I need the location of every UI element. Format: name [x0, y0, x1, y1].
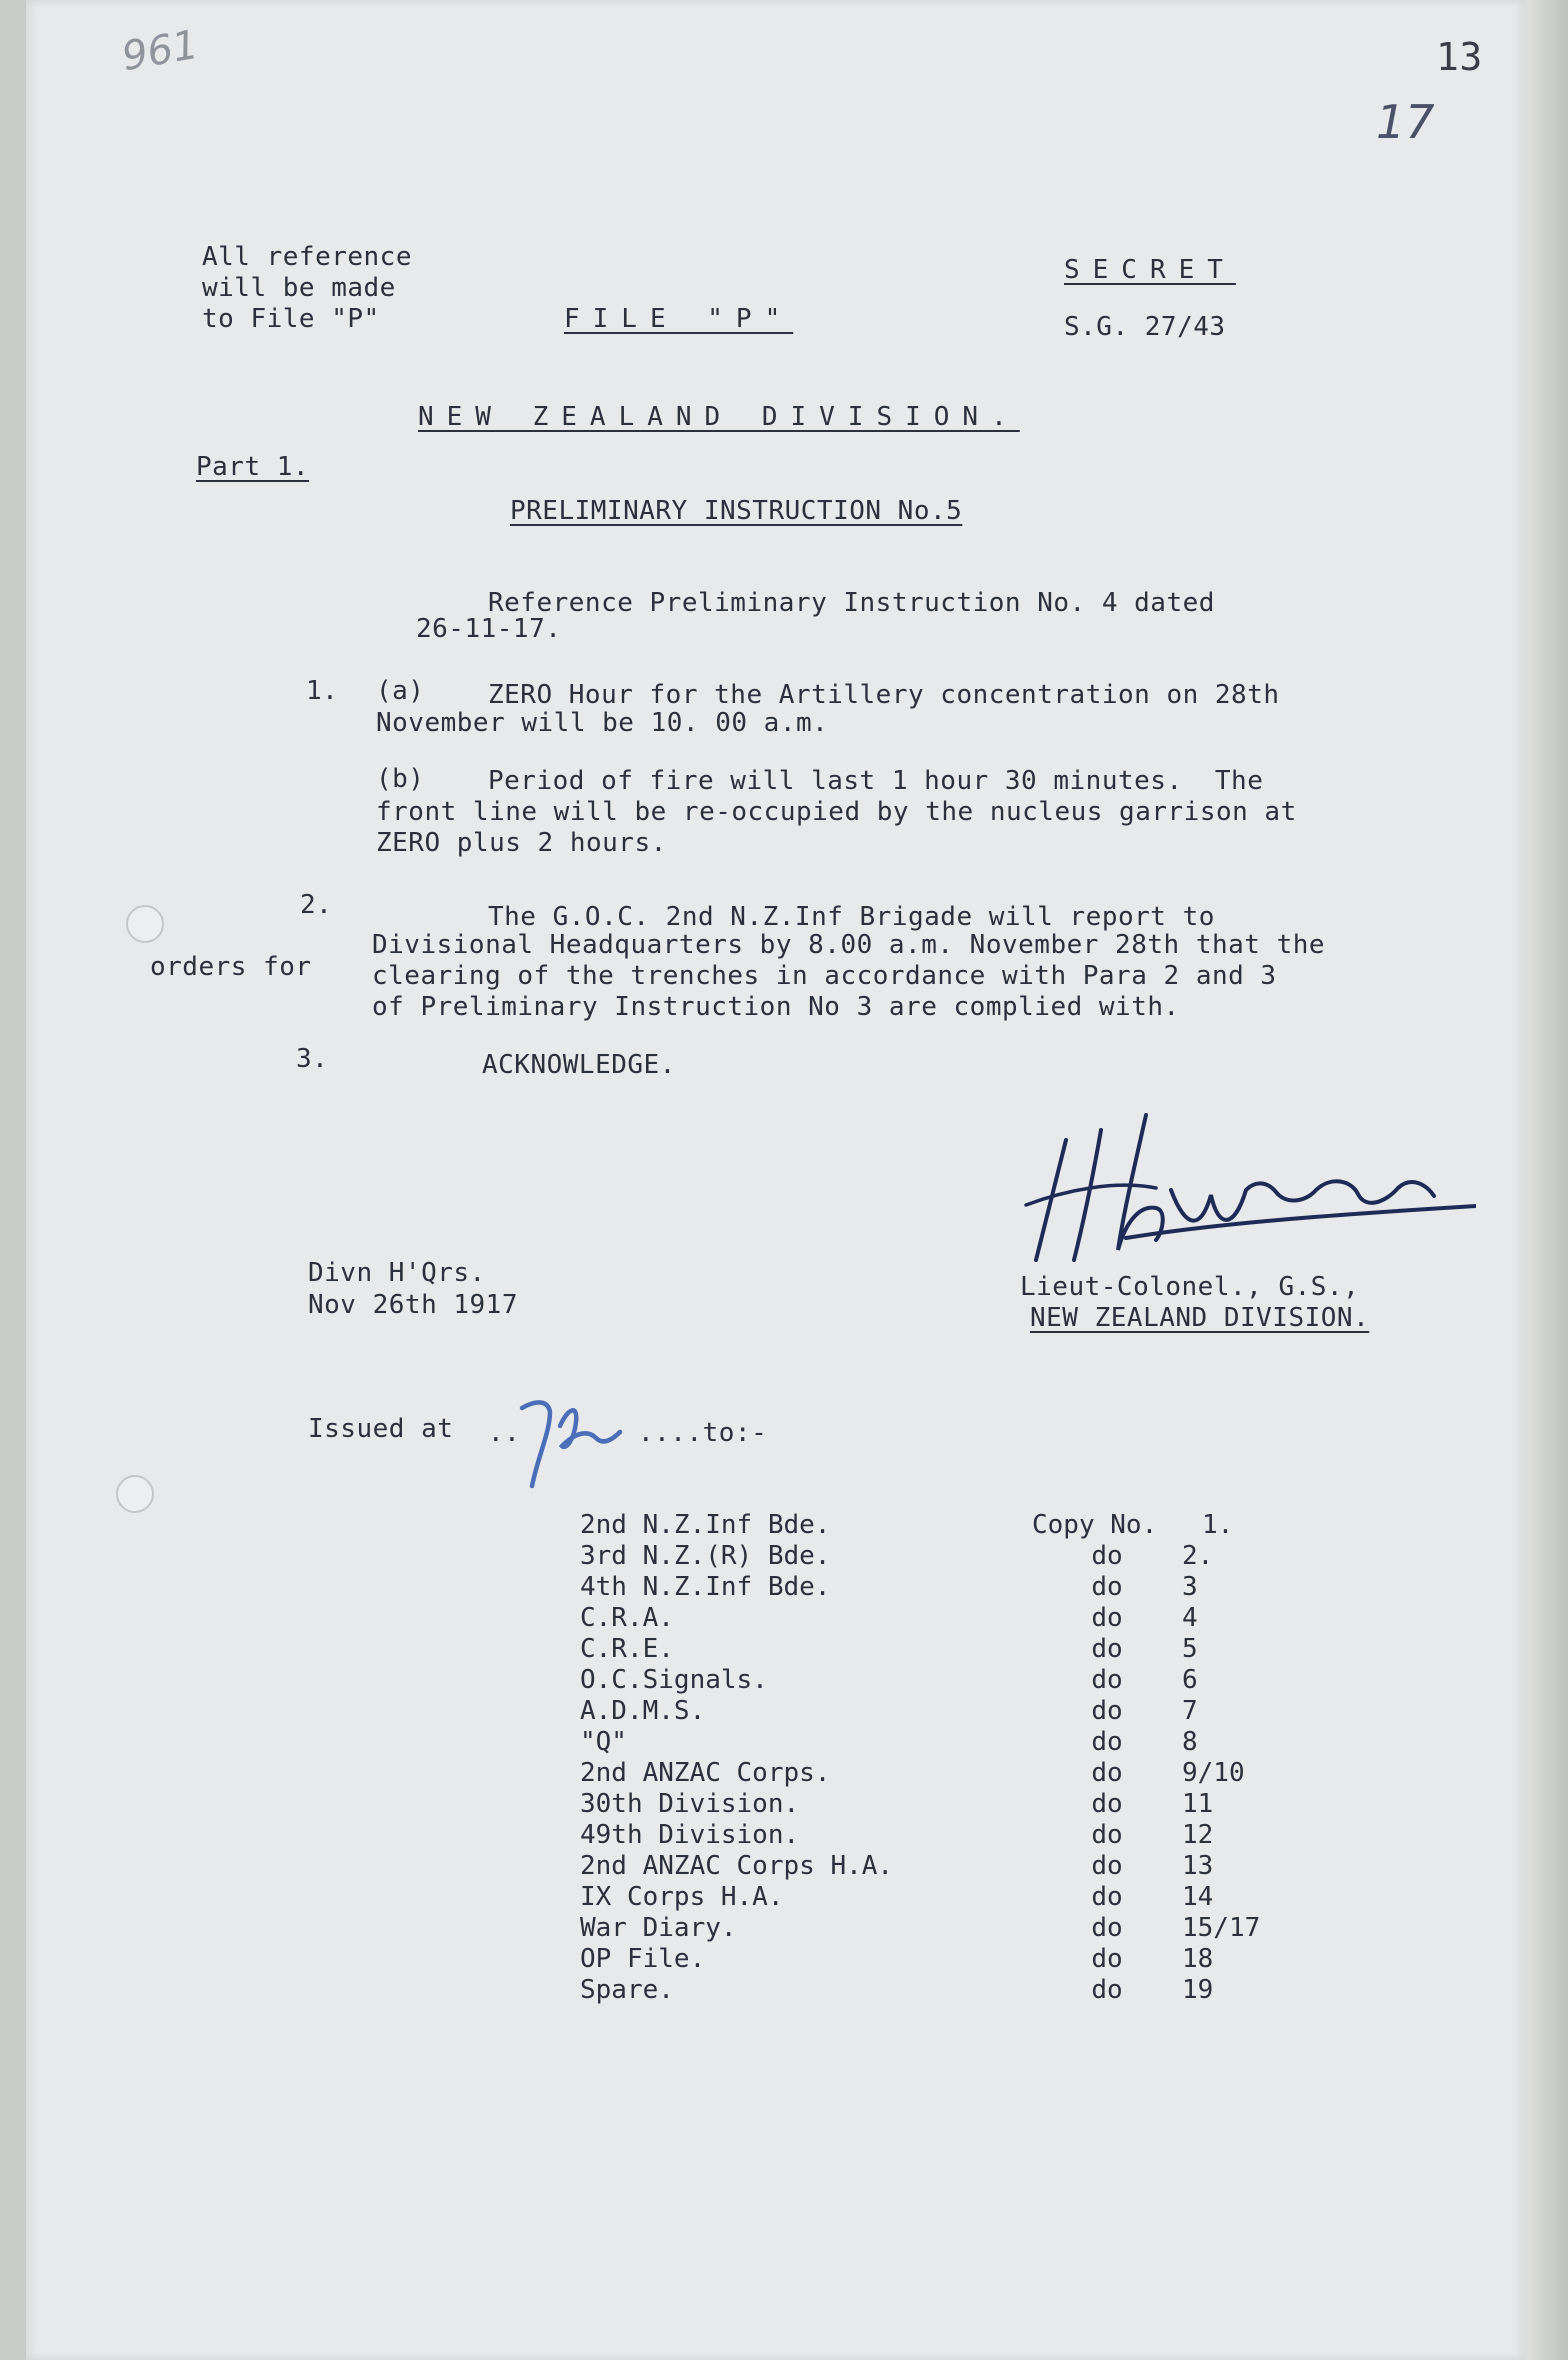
distribution-dest: A.D.M.S.: [580, 1696, 706, 1726]
distribution-row: [580, 1541, 1322, 1572]
distribution-dest: C.R.E.: [580, 1634, 674, 1664]
para-3-number: 3.: [296, 1044, 329, 1074]
distribution-row: [580, 1727, 1322, 1758]
division-title: NEW ZEALAND DIVISION.: [418, 402, 1020, 432]
distribution-ditto: do: [1091, 1820, 1123, 1850]
para-1b-line-1: Period of fire will last 1 hour 30 minutes. The: [488, 766, 1264, 796]
para-1a-label: (a): [376, 676, 425, 706]
distribution-ditto: do: [1091, 1789, 1123, 1819]
distribution-ditto: do: [1091, 1882, 1123, 1912]
distribution-dest: War Diary.: [580, 1913, 737, 1943]
distribution-copy-number: 11: [1182, 1789, 1214, 1819]
distribution-row: [580, 1696, 1322, 1727]
distribution-dest: 4th N.Z.Inf Bde.: [580, 1572, 831, 1602]
acknowledge: ACKNOWLEDGE.: [482, 1050, 676, 1080]
distribution-row: [580, 1634, 1322, 1665]
distribution-dest: 3rd N.Z.(R) Bde.: [580, 1541, 831, 1571]
distribution-ditto: do: [1091, 1851, 1123, 1881]
distribution-row: [580, 1665, 1322, 1696]
reference-number: S.G. 27/43: [1064, 312, 1226, 342]
distribution-ditto: do: [1091, 1665, 1123, 1695]
distribution-copy-number: 18: [1182, 1944, 1214, 1974]
reference-note-line-1: All reference: [202, 242, 412, 272]
para-2-margin-note: orders for: [150, 952, 312, 982]
distribution-row: [580, 1820, 1322, 1851]
distribution-row: [580, 1603, 1322, 1634]
folio-number: 17: [1376, 95, 1435, 149]
para-1-number: 1.: [306, 676, 339, 706]
reference-note-line-2: will be made: [202, 273, 396, 303]
distribution-row: [580, 1851, 1322, 1882]
distribution-ditto: do: [1091, 1572, 1123, 1602]
distribution-copy-number: 1.: [1202, 1510, 1234, 1540]
distribution-copy-header: Copy No.: [1032, 1510, 1158, 1540]
signature-rank: Lieut-Colonel., G.S.,: [1020, 1272, 1360, 1302]
distribution-row: [580, 1572, 1322, 1603]
issued-dots-after: ....to:-: [638, 1418, 768, 1448]
distribution-ditto: do: [1091, 1913, 1123, 1943]
distribution-copy-number: 14: [1182, 1882, 1214, 1912]
origin-line-2: Nov 26th 1917: [308, 1290, 518, 1320]
distribution-ditto: do: [1091, 1975, 1123, 2005]
distribution-copy-number: 4: [1182, 1603, 1198, 1633]
distribution-row: [580, 1789, 1322, 1820]
distribution-row: [580, 1882, 1322, 1913]
para-2-number: 2.: [300, 890, 333, 920]
page-number: 13: [1436, 35, 1483, 79]
archive-mark: 961: [118, 21, 202, 81]
distribution-copy-number: 13: [1182, 1851, 1214, 1881]
reference-intro-line-1: Reference Preliminary Instruction No. 4 dated: [488, 588, 1215, 618]
distribution-copy-number: 6: [1182, 1665, 1198, 1695]
distribution-copy-number: 3: [1182, 1572, 1198, 1602]
para-2-line-4: of Preliminary Instruction No 3 are complied with.: [372, 992, 1180, 1022]
distribution-dest: OP File.: [580, 1944, 706, 1974]
distribution-ditto: do: [1091, 1634, 1123, 1664]
distribution-ditto: do: [1091, 1541, 1123, 1571]
origin-line-1: Divn H'Qrs.: [308, 1258, 486, 1288]
distribution-dest: O.C.Signals.: [580, 1665, 768, 1695]
issued-prefix: Issued at: [308, 1414, 454, 1444]
para-1b-label: (b): [376, 764, 425, 794]
distribution-dest: C.R.A.: [580, 1603, 674, 1633]
reference-intro-line-2: 26-11-17.: [416, 614, 562, 644]
distribution-header-row: [580, 1510, 1322, 1541]
para-2-line-3: clearing of the trenches in accordance with Para 2 and 3: [372, 961, 1277, 991]
part-label: Part 1.: [196, 452, 310, 482]
distribution-copy-number: 2.: [1182, 1541, 1214, 1571]
distribution-copy-number: 12: [1182, 1820, 1214, 1850]
distribution-copy-number: 8: [1182, 1727, 1198, 1757]
distribution-dest: "Q": [580, 1727, 627, 1757]
distribution-dest: Spare.: [580, 1975, 674, 2005]
para-2-line-1: The G.O.C. 2nd N.Z.Inf Brigade will report to: [488, 902, 1215, 932]
distribution-row: [580, 1944, 1322, 1975]
distribution-ditto: do: [1091, 1727, 1123, 1757]
classification: SECRET: [1064, 255, 1236, 285]
distribution-ditto: do: [1091, 1603, 1123, 1633]
handwritten-signature: [1006, 1110, 1476, 1270]
distribution-row: [580, 1758, 1322, 1789]
distribution-copy-number: 7: [1182, 1696, 1198, 1726]
reference-note-line-3: to File "P": [202, 304, 380, 334]
para-1b-line-2: front line will be re-occupied by the nucleus garrison at: [376, 797, 1297, 827]
distribution-row: [580, 1975, 1322, 2006]
distribution-dest: 2nd N.Z.Inf Bde.: [580, 1510, 831, 1540]
para-1b-line-3: ZERO plus 2 hours.: [376, 828, 667, 858]
distribution-dest: 2nd ANZAC Corps H.A.: [580, 1851, 894, 1881]
punch-hole: [126, 905, 164, 943]
distribution-dest: 30th Division.: [580, 1789, 800, 1819]
distribution-dest: IX Corps H.A.: [580, 1882, 784, 1912]
punch-hole: [116, 1475, 154, 1513]
distribution-ditto: do: [1091, 1944, 1123, 1974]
file-title: FILE "P": [564, 304, 794, 334]
distribution-dest: 2nd ANZAC Corps.: [580, 1758, 831, 1788]
para-2-line-2: Divisional Headquarters by 8.00 a.m. November 28th that the: [372, 930, 1326, 960]
instruction-title: PRELIMINARY INSTRUCTION No.5: [510, 496, 963, 526]
document-page: [26, 0, 1526, 2360]
distribution-list: [580, 1510, 1322, 2006]
signature-unit: NEW ZEALAND DIVISION.: [1030, 1303, 1370, 1333]
distribution-copy-number: 5: [1182, 1634, 1198, 1664]
distribution-copy-number: 19: [1182, 1975, 1214, 2005]
distribution-ditto: do: [1091, 1758, 1123, 1788]
para-1a-line-2: November will be 10. 00 a.m.: [376, 708, 829, 738]
distribution-copy-number: 9/10: [1182, 1758, 1245, 1788]
issued-time-handwriting: [516, 1386, 636, 1496]
para-1a-line-1: ZERO Hour for the Artillery concentration on 28th: [488, 680, 1280, 710]
distribution-copy-number: 15/17: [1182, 1913, 1261, 1943]
distribution-row: [580, 1913, 1322, 1944]
distribution-dest: 49th Division.: [580, 1820, 800, 1850]
issued-dots-before: ..: [488, 1418, 521, 1448]
distribution-ditto: do: [1091, 1696, 1123, 1726]
